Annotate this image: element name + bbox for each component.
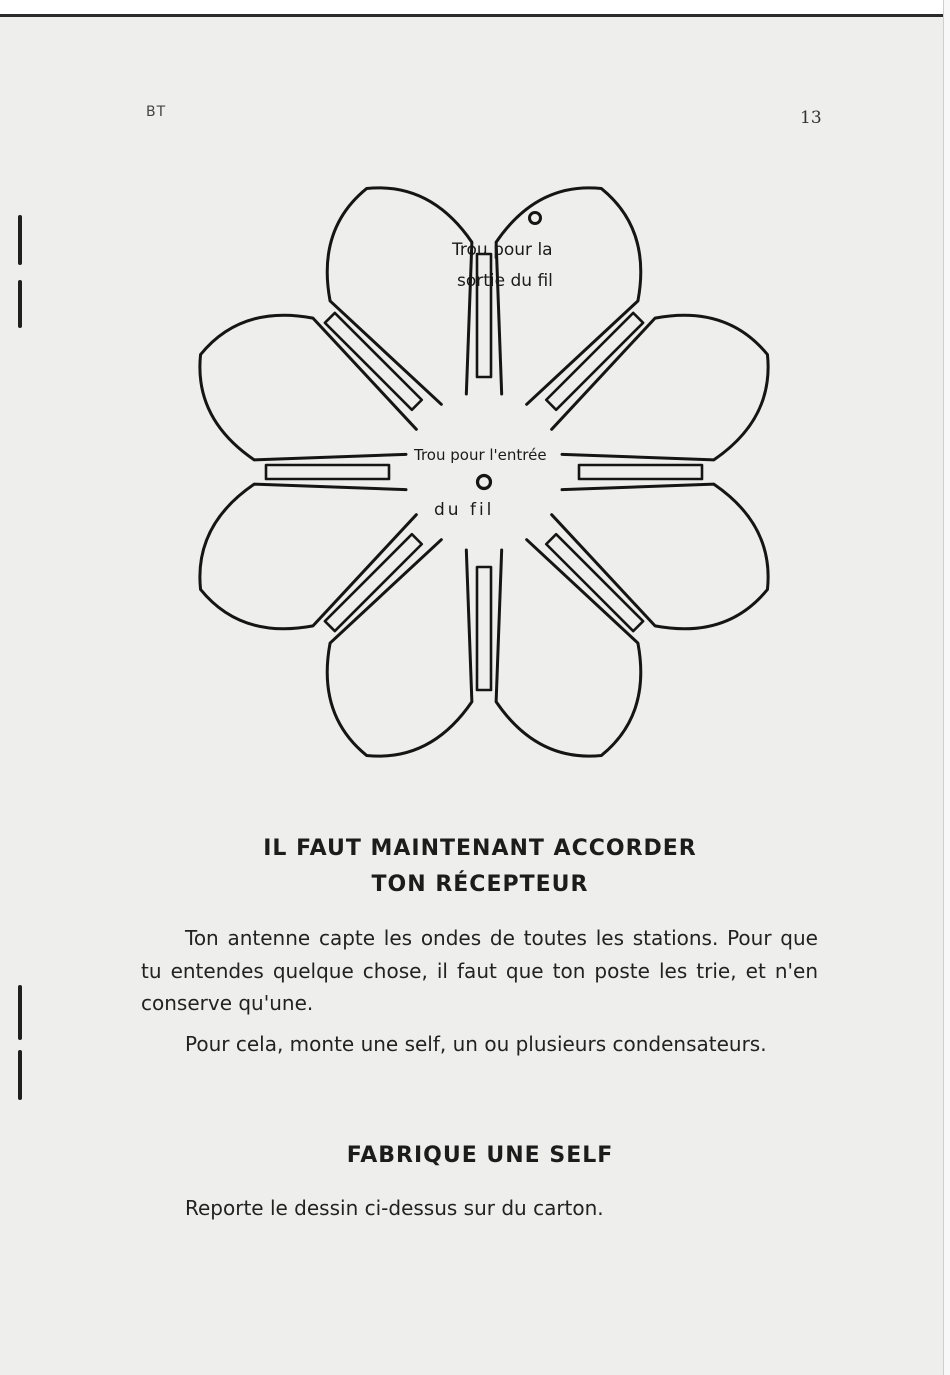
page-right-edge — [943, 0, 950, 1375]
label-center-line1: Trou pour l'entrée — [414, 446, 547, 464]
staple-mark — [18, 280, 22, 328]
label-center-line2: du fil — [434, 500, 495, 520]
page-number: 13 — [800, 108, 822, 128]
staple-mark — [18, 215, 22, 265]
petal-outline — [200, 315, 416, 460]
tuning-paragraph-2: Pour cela, monte une self, un ou plusieurs condensateurs. — [185, 1031, 767, 1056]
slot-outline — [546, 534, 643, 631]
petal-outline — [496, 540, 641, 756]
self-paragraph-1: Reporte le dessin ci-dessus sur du carton. — [185, 1196, 604, 1220]
page-top-edge — [0, 0, 950, 17]
section-title-self: FABRIQUE UNE SELF — [346, 1143, 614, 1168]
label-top-line1: Trou pour la — [452, 240, 553, 260]
slot-outline — [579, 465, 702, 479]
petal-outline — [552, 315, 768, 460]
petal-outline — [496, 188, 641, 404]
slot-outline — [325, 313, 422, 410]
tuning-paragraph-1: Ton antenne capte les ondes de toutes les stations. Pour que tu entendes quelque chose, il faut que ton poste les trie, et n'en conserve qu'une. — [141, 926, 818, 1015]
slot-outline — [266, 465, 389, 479]
petal-outline — [552, 484, 768, 629]
coil-form-diagram — [180, 180, 800, 790]
petal-outline — [200, 484, 416, 629]
label-top-line2: sortie du fil — [457, 271, 553, 291]
slot-outline — [477, 567, 491, 690]
header-series-label: BT — [146, 104, 167, 120]
section-title-tuning: IL FAUT MAINTENANT ACCORDER — [263, 836, 697, 861]
self-text-block — [141, 1192, 818, 1233]
slot-outline — [546, 313, 643, 410]
top-hole-icon — [530, 213, 541, 224]
center-hole-icon — [478, 476, 491, 489]
petal-outline — [327, 540, 472, 756]
staple-mark — [18, 985, 22, 1040]
slot-outline — [325, 534, 422, 631]
petal-outline — [327, 188, 472, 404]
staple-mark — [18, 1050, 22, 1100]
tuning-text-block — [141, 922, 818, 1068]
section-title-tuning-line2: TON RÉCEPTEUR — [371, 872, 589, 897]
